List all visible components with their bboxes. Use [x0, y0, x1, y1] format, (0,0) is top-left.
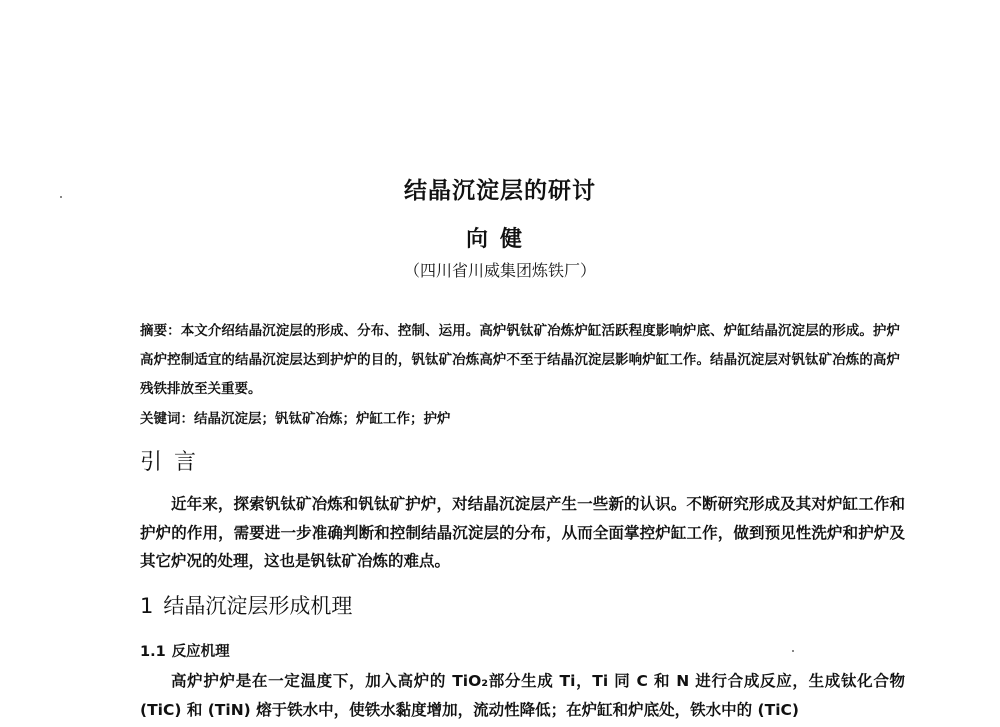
intro-paragraph: 近年来，探索钒钛矿冶炼和钒钛矿护炉，对结晶沉淀层产生一些新的认识。不断研究形成及其对炉缸工作和护炉的作用，需要进一步准确判断和控制结晶沉淀层的分布，从而全面掌控炉缸工作，做到预见性洗炉和护炉及其它炉况的处理，这也是钒钛矿冶炼的难点。 [140, 495, 905, 570]
scan-speck [60, 196, 62, 198]
abstract [140, 317, 900, 404]
author-name: 向健 [465, 227, 534, 252]
keywords-text: 结晶沉淀层；钒钛矿冶炼；炉缸工作；护炉 [194, 411, 451, 427]
section-1-number: 1 [140, 594, 154, 618]
section-1-1-title: 反应机理 [171, 644, 230, 660]
author-affiliation: （四川省川威集团炼铁厂） [403, 261, 596, 280]
scan-speck [792, 650, 794, 652]
abstract-label: 摘要： [140, 323, 181, 339]
keywords-label: 关键词： [140, 411, 194, 427]
paper-title: 结晶沉淀层的研讨 [404, 178, 596, 204]
section-1-1-number: 1.1 [140, 644, 166, 660]
keywords [140, 407, 900, 427]
intro-heading: 引言 [140, 450, 209, 475]
section-1-title: 结晶沉淀层形成机理 [163, 594, 353, 618]
section-1-heading [140, 590, 352, 620]
section-1-1-paragraph: 高炉护炉是在一定温度下，加入高炉的 TiO₂部分生成 Ti，Ti 同 C 和 N 进行合成反应，生成钛化合物 (TiC) 和 (TiN) 熔于铁水中，使铁水黏度增加，流动性降低；在炉缸和炉底处，铁水中的 (TiC) [140, 672, 905, 719]
section-1-1-heading [140, 640, 230, 661]
abstract-text: 本文介绍结晶沉淀层的形成、分布、控制、运用。高炉钒钛矿冶炼炉缸活跃程度影响炉底、炉缸结晶沉淀层的形成。护炉高炉控制适宜的结晶沉淀层达到护炉的目的，钒钛矿冶炼高炉不至于结晶沉淀层影响炉缸工作。结晶沉淀层对钒钛矿冶炼的高炉残铁排放至关重要。 [140, 323, 900, 397]
